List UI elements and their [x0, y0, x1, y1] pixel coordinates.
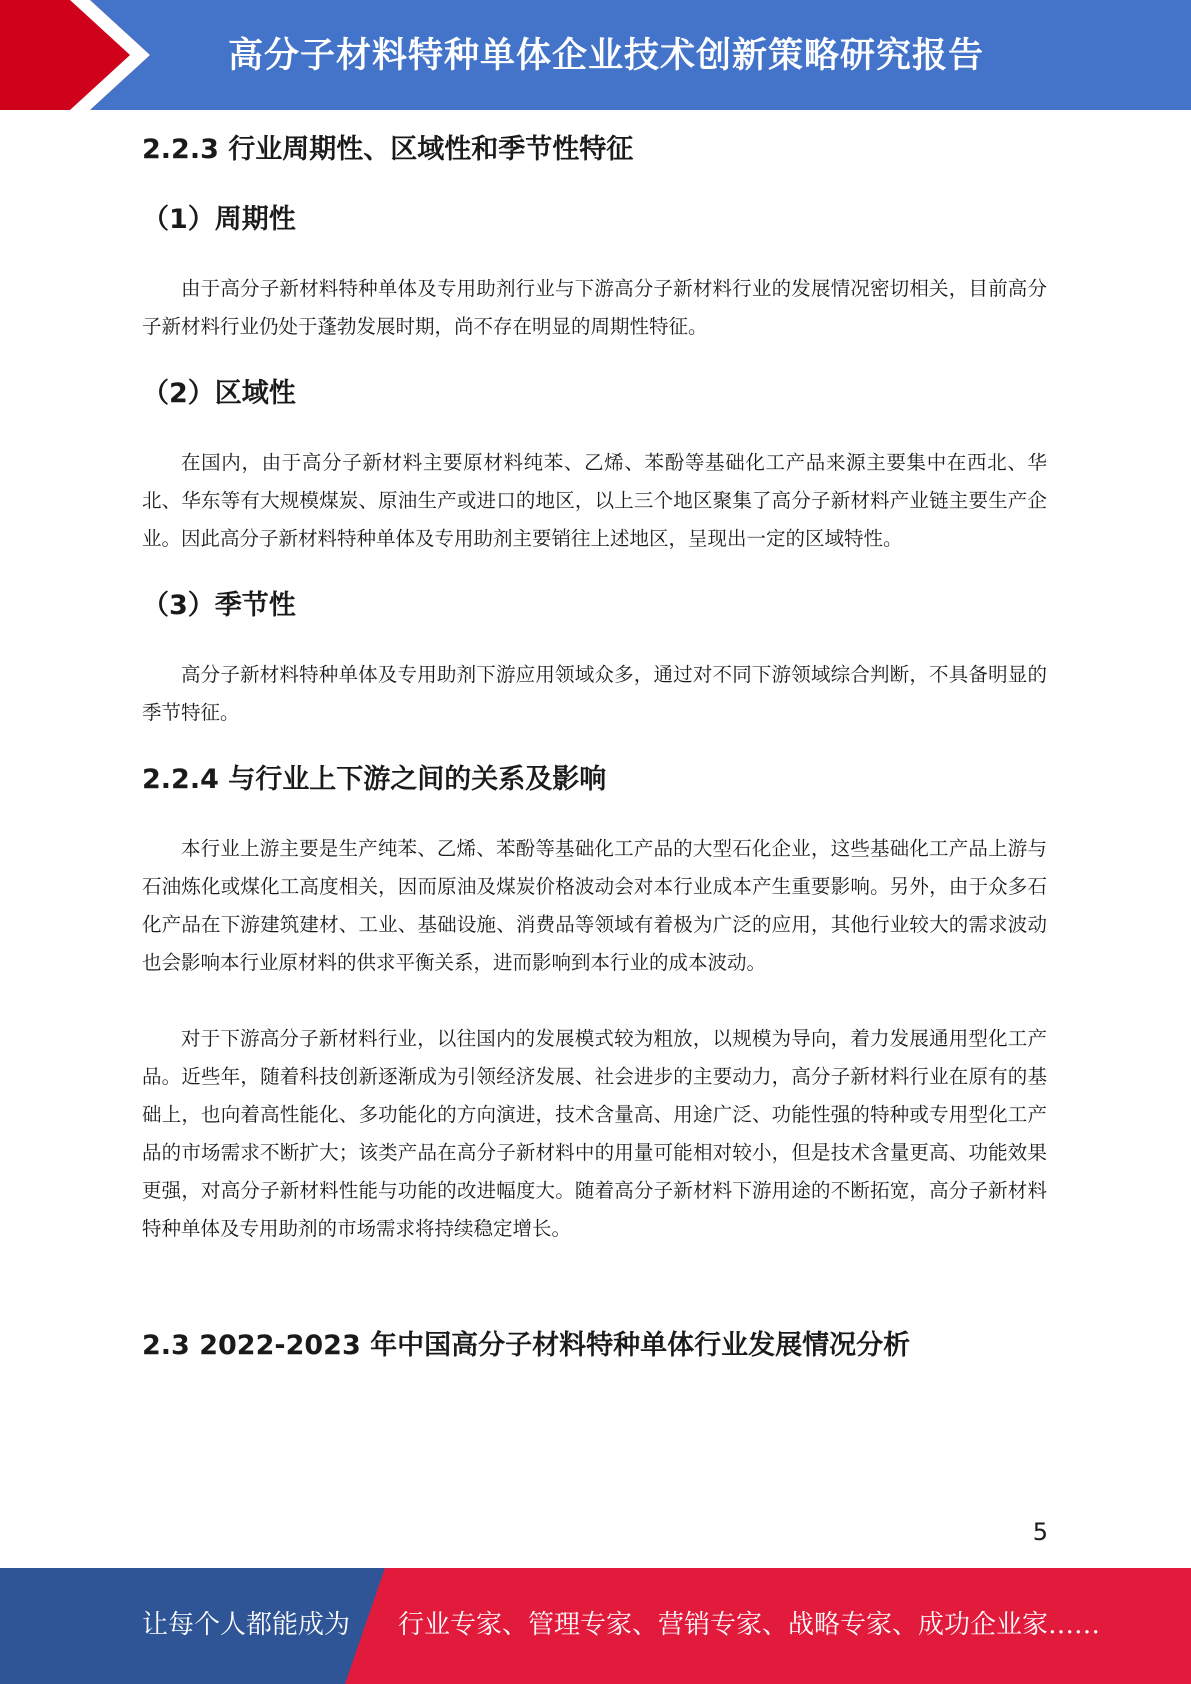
- cyclical-heading: （1）周期性: [142, 204, 296, 235]
- regional-paragraph: 在国内，由于高分子新材料主要原材料纯苯、乙烯、苯酚等基础化工产品来源主要集中在西北、华北、华东等有大规模煤炭、原油生产或进口的地区，以上三个地区聚集了高分子新材料产业链主要生产企业。因此高分子新材料特种单体及专用助剂主要销往上述地区，呈现出一定的区域特性。: [142, 451, 1047, 550]
- page-number: 5: [1032, 1518, 1048, 1546]
- cyclical-paragraph: 由于高分子新材料特种单体及专用助剂行业与下游高分子新材料行业的发展情况密切相关，目前高分子新材料行业仍处于蓬勃发展时期，尚不存在明显的周期性特征。: [142, 277, 1047, 338]
- section-2-3-heading: 2.3 2022-2023 年中国高分子材料特种单体行业发展情况分析: [142, 1330, 911, 1361]
- upstream-paragraph: 本行业上游主要是生产纯苯、乙烯、苯酚等基础化工产品的大型石化企业，这些基础化工产品上游与石油炼化或煤化工高度相关，因而原油及煤炭价格波动会对本行业成本产生重要影响。另外，由于众多石化产品在下游建筑建材、工业、基础设施、消费品等领域有着极为广泛的应用，其他行业较大的需求波动也会影响本行业原材料的供求平衡关系，进而影响到本行业的成本波动。: [142, 837, 1047, 974]
- section-2-2-3-heading: 2.2.3 行业周期性、区域性和季节性特征: [142, 134, 634, 165]
- report-title: 高分子材料特种单体企业技术创新策略研究报告: [228, 36, 985, 76]
- seasonal-heading: （3）季节性: [142, 590, 296, 621]
- section-2-2-4-heading: 2.2.4 与行业上下游之间的关系及影响: [142, 764, 607, 795]
- page-content: [142, 128, 1047, 1368]
- footer-slogan-right: 行业专家、管理专家、营销专家、战略专家、成功企业家……: [398, 1610, 1101, 1640]
- header-chevron-decoration: [0, 0, 180, 110]
- seasonal-paragraph: 高分子新材料特种单体及专用助剂下游应用领域众多，通过对不同下游领域综合判断，不具备明显的季节特征。: [142, 663, 1047, 724]
- downstream-paragraph: 对于下游高分子新材料行业，以往国内的发展模式较为粗放，以规模为导向，着力发展通用型化工产品。近些年，随着科技创新逐渐成为引领经济发展、社会进步的主要动力，高分子新材料行业在原有的基础上，也向着高性能化、多功能化的方向演进，技术含量高、用途广泛、功能性强的特种或专用型化工产品的市场需求不断扩大；该类产品在高分子新材料中的用量可能相对较小，但是技术含量更高、功能效果更强，对高分子新材料性能与功能的改进幅度大。随着高分子新材料下游用途的不断拓宽，高分子新材料特种单体及专用助剂的市场需求将持续稳定增长。: [142, 1027, 1047, 1240]
- footer-slogan-left: 让每个人都能成为: [142, 1610, 351, 1640]
- report-header: [0, 0, 1191, 110]
- regional-heading: （2）区域性: [142, 378, 296, 409]
- report-footer: [0, 1568, 1191, 1684]
